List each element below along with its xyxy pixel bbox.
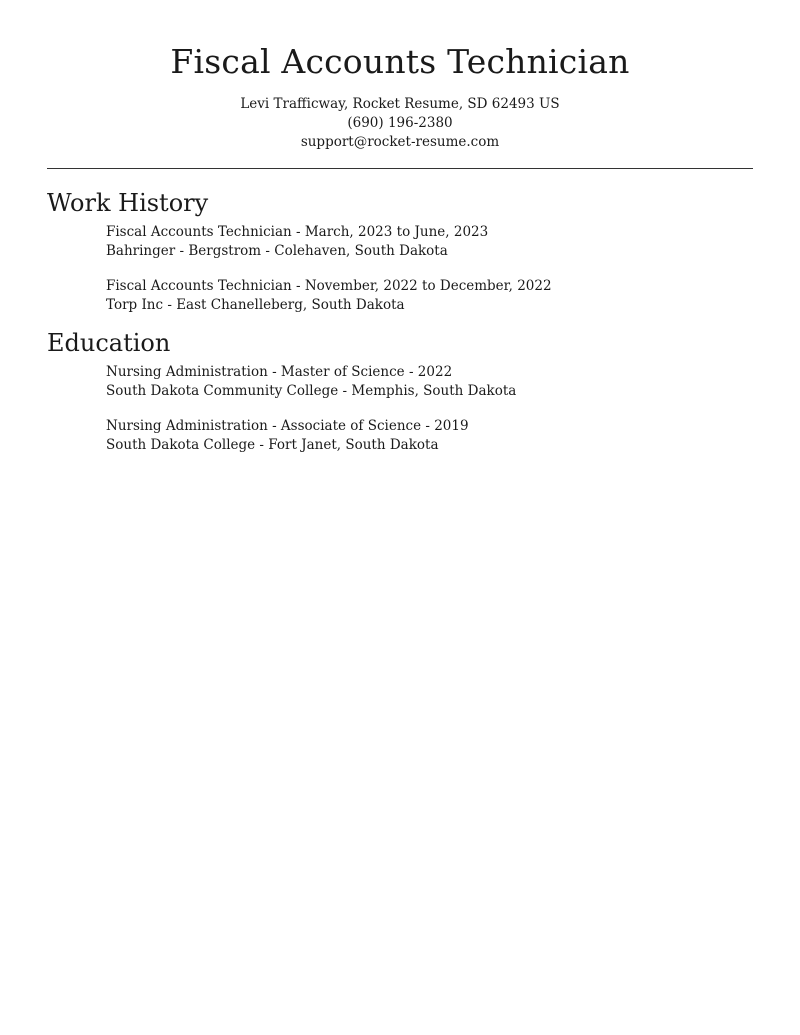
work-entry <box>106 223 753 261</box>
education-entry-degree: Nursing Administration - Associate of Science - 2019 <box>106 418 469 434</box>
work-entry-role: Fiscal Accounts Technician - November, 2022 to December, 2022 <box>106 278 552 294</box>
contact-address: Levi Trafficway, Rocket Resume, SD 62493 US <box>240 96 560 112</box>
education-entries <box>47 363 753 455</box>
contact-info <box>47 95 753 152</box>
work-entry-employer: Torp Inc - East Chanelleberg, South Dakota <box>106 297 405 313</box>
resume-header <box>47 0 753 152</box>
education-entry-school: South Dakota Community College - Memphis, South Dakota <box>106 383 517 399</box>
work-history-title: Work History <box>47 189 209 217</box>
header-divider <box>47 168 753 169</box>
work-history-section <box>47 187 753 315</box>
contact-email: support@rocket-resume.com <box>300 134 500 150</box>
education-entry <box>106 417 753 455</box>
resume-name: Fiscal Accounts Technician <box>170 42 630 81</box>
work-history-entries <box>47 223 753 315</box>
education-entry-degree: Nursing Administration - Master of Science - 2022 <box>106 364 453 380</box>
work-entry-role: Fiscal Accounts Technician - March, 2023 to June, 2023 <box>106 224 489 240</box>
education-section <box>47 327 753 455</box>
work-entry-employer: Bahringer - Bergstrom - Colehaven, South Dakota <box>106 243 448 259</box>
education-entry-school: South Dakota College - Fort Janet, South Dakota <box>106 437 439 453</box>
work-entry <box>106 277 753 315</box>
education-entry <box>106 363 753 401</box>
contact-phone: (690) 196-2380 <box>347 115 453 131</box>
education-title: Education <box>47 329 171 357</box>
